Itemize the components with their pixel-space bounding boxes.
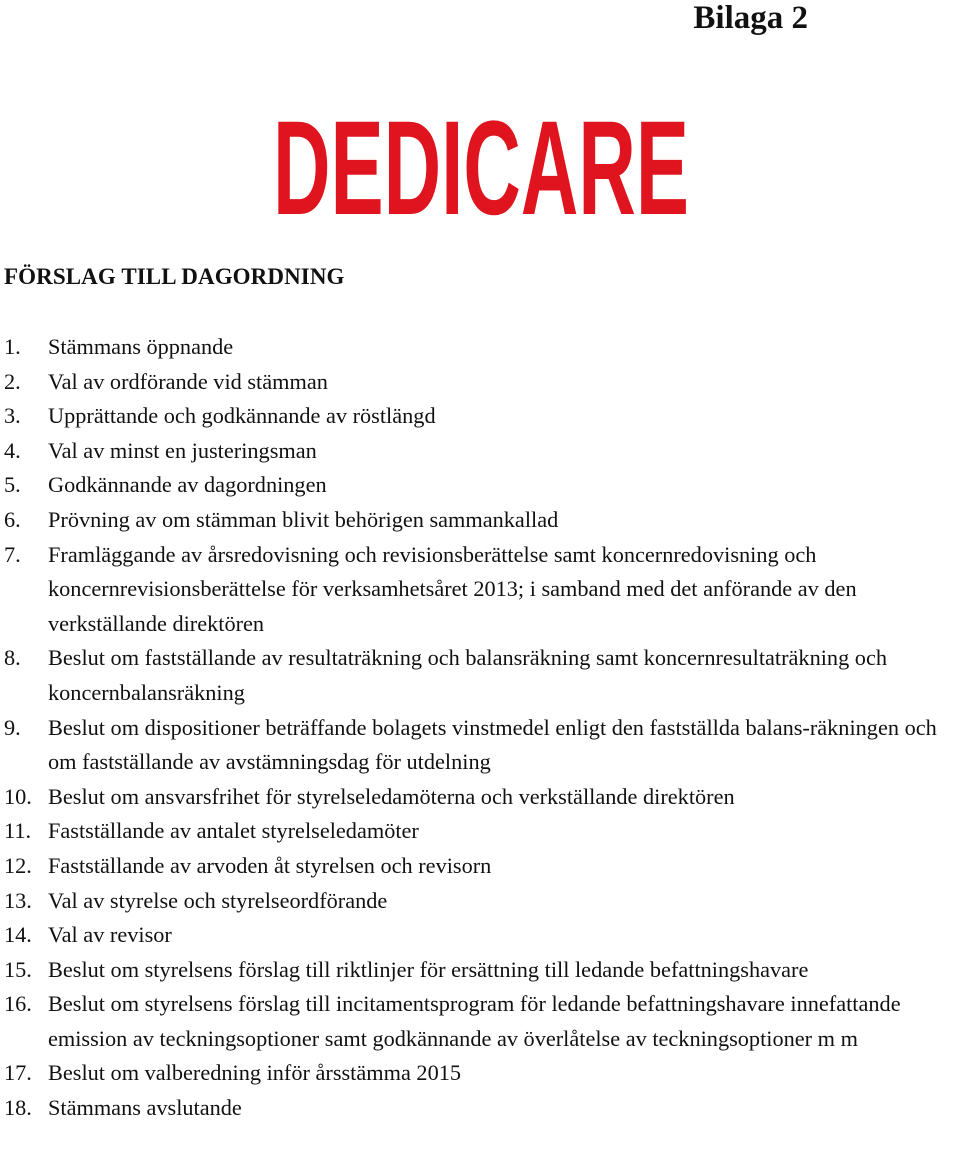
agenda-item-number: 14.	[4, 922, 32, 948]
agenda-item-text: Beslut om styrelsens förslag till riktlinjer för ersättning till ledande befattningshavare	[48, 956, 809, 982]
agenda-item-text: Val av styrelse och styrelseordförande	[48, 887, 388, 913]
agenda-item-number: 10.	[4, 783, 32, 809]
agenda-item-text: Beslut om styrelsens förslag till incitamentsprogram för ledande befattningshavare innefattande emission av teckningsoptioner samt godkännande av överlåtelse av teckningsoptioner m m	[48, 991, 901, 1051]
agenda-item	[4, 849, 960, 884]
agenda-item-number: 18.	[4, 1095, 32, 1121]
agenda-item	[4, 711, 960, 780]
agenda-item	[4, 814, 960, 849]
agenda-item-text: Stämmans avslutande	[48, 1095, 242, 1121]
agenda-item	[4, 330, 960, 365]
agenda-item-number: 8.	[4, 645, 21, 671]
agenda-item-number: 9.	[4, 714, 21, 740]
agenda-item	[4, 468, 960, 503]
agenda-item-text: Godkännande av dagordningen	[48, 472, 327, 498]
agenda-item-number: 3.	[4, 403, 21, 429]
agenda-item-number: 5.	[4, 472, 21, 498]
agenda-item-number: 12.	[4, 852, 32, 878]
dedicare-logo	[272, 94, 690, 243]
agenda-item-number: 15.	[4, 956, 32, 982]
agenda-item	[4, 780, 960, 815]
agenda-item	[4, 503, 960, 538]
agenda-item-text: Val av revisor	[48, 922, 172, 948]
agenda-item	[4, 365, 960, 400]
agenda-item-number: 11.	[4, 818, 32, 844]
agenda-item-text: Upprättande och godkännande av röstlängd	[48, 403, 436, 429]
svg-text:DEDICARE: DEDICARE	[273, 94, 689, 243]
agenda-item-number: 7.	[4, 541, 21, 567]
agenda-item	[4, 434, 960, 469]
agenda-item-text: Val av ordförande vid stämman	[48, 368, 328, 394]
appendix-label: Bilaga 2	[693, 0, 808, 36]
agenda-item	[4, 399, 960, 434]
agenda-item-number: 17.	[4, 1060, 32, 1086]
agenda-item-number: 13.	[4, 887, 32, 913]
agenda-item-text: Stämmans öppnande	[48, 334, 234, 359]
agenda-item	[4, 918, 960, 953]
agenda-item	[4, 987, 960, 1056]
agenda-list	[4, 330, 960, 1126]
agenda-item-number: 16.	[4, 991, 32, 1017]
agenda-item-number: 2.	[4, 368, 21, 394]
agenda-item	[4, 953, 960, 988]
agenda-item	[4, 538, 960, 642]
agenda-item	[4, 884, 960, 919]
agenda-item	[4, 1056, 960, 1091]
agenda-item-number: 4.	[4, 437, 21, 463]
agenda-item-text: Fastställande av arvoden åt styrelsen och revisorn	[48, 852, 492, 878]
agenda-item-text: Beslut om dispositioner beträffande bolagets vinstmedel enligt den fastställda balans-räkningen och om fastställande av avstämningsdag för utdelning	[48, 714, 937, 775]
agenda-item-text: Beslut om fastställande av resultaträkning och balansräkning samt koncernresultaträkning och koncernbalansräkning	[48, 645, 887, 705]
agenda-item-number: 6.	[4, 506, 21, 532]
agenda-item-text: Beslut om ansvarsfrihet för styrelseledamöterna och verkställande direktören	[48, 783, 735, 809]
agenda-item-text: Prövning av om stämman blivit behörigen sammankallad	[48, 506, 559, 532]
agenda-item-text: Beslut om valberedning inför årsstämma 2015	[48, 1060, 462, 1086]
agenda-item	[4, 641, 960, 710]
agenda-item-text: Framläggande av årsredovisning och revisionsberättelse samt koncernredovisning och koncernrevisionsberättelse för verksamhetsåret 2013; i samband med det anförande av den verkställande direktören	[48, 541, 857, 636]
agenda-item-text: Val av minst en justeringsman	[48, 437, 317, 463]
agenda-item-text: Fastställande av antalet styrelseledamöter	[48, 818, 419, 844]
document-title: FÖRSLAG TILL DAGORDNING	[4, 264, 345, 289]
agenda-item-number: 1.	[4, 334, 21, 359]
agenda-item	[4, 1091, 960, 1126]
